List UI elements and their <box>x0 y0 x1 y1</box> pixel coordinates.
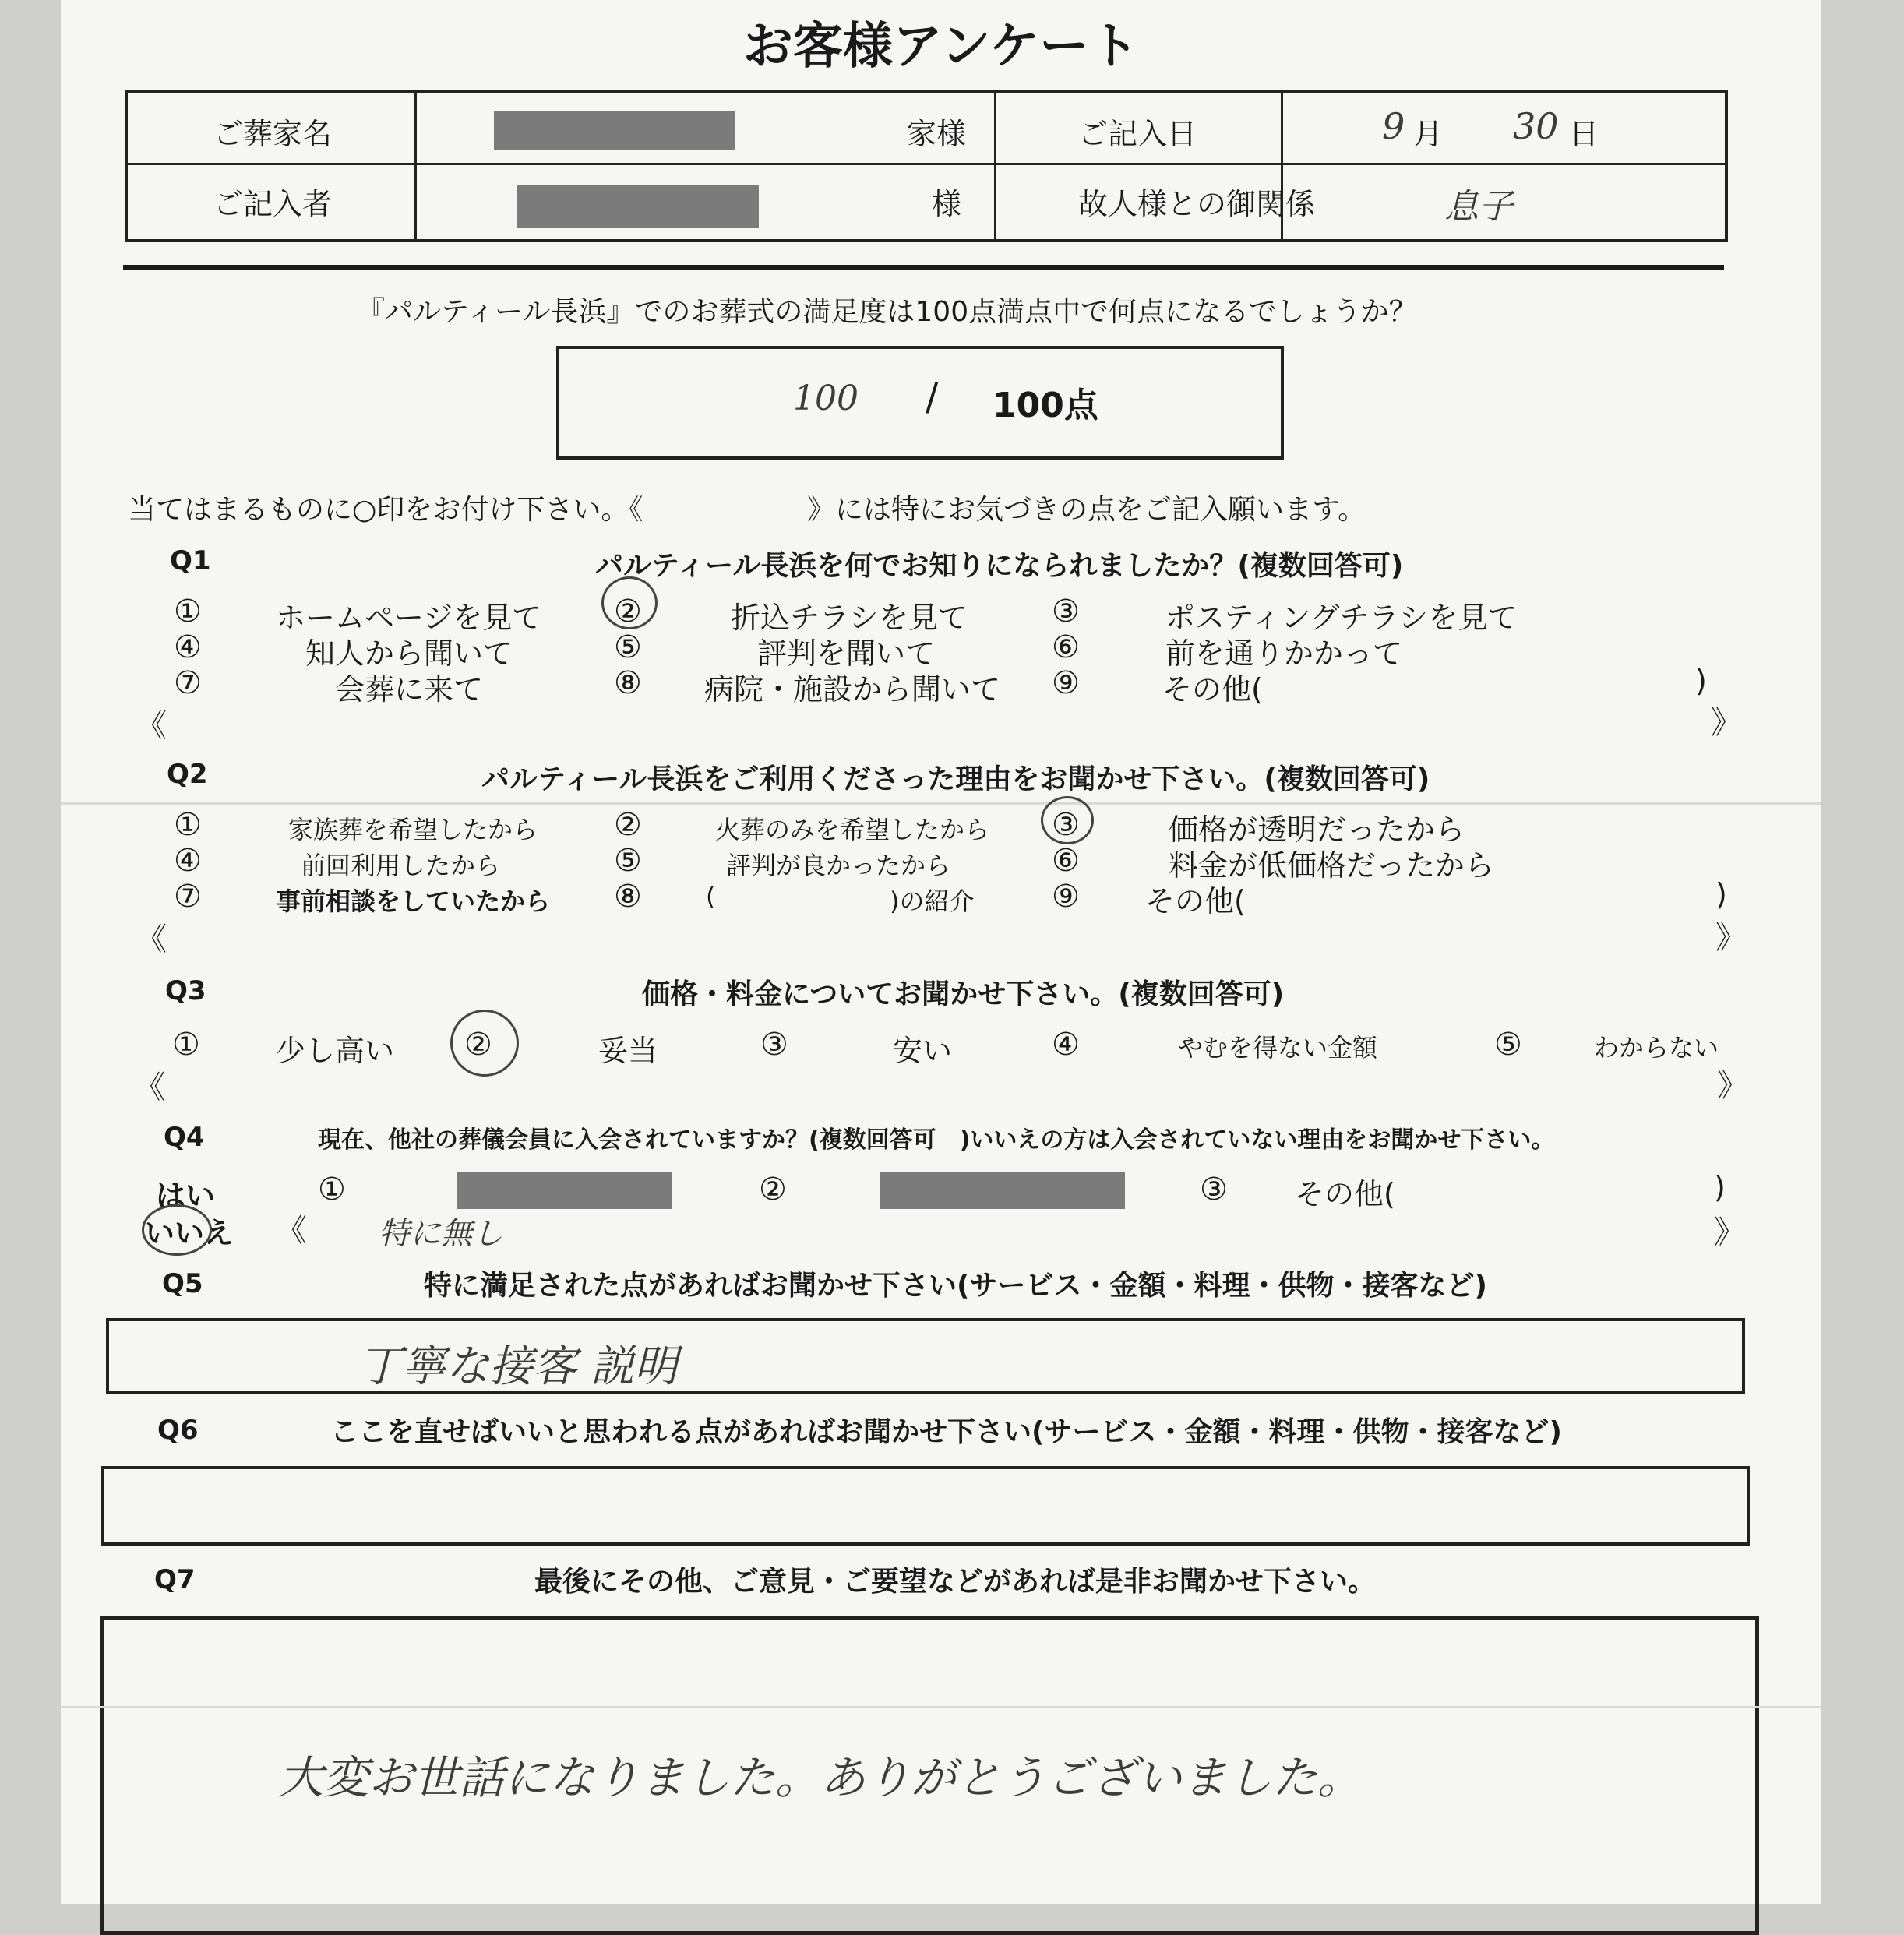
q4-yes: はい <box>156 1179 216 1213</box>
q7-question: 最後にその他、ご意見・ご要望などがあれば是非お聞かせ下さい。 <box>534 1566 1377 1598</box>
q4-bracket-close: 》 <box>1714 1214 1745 1250</box>
q3-option-number: ③ <box>760 1027 788 1063</box>
writer-suffix: 様 <box>932 187 962 221</box>
answer-circle <box>142 1204 212 1256</box>
q1-question: パルティール長浜を何でお知りになられましたか？(複数回答可) <box>595 550 1404 582</box>
q7-label: Q7 <box>154 1564 196 1595</box>
family-name-label: ご葬家名 <box>213 117 333 151</box>
redacted-family-name <box>494 111 735 150</box>
writer-label: ご記入者 <box>213 187 333 221</box>
score-max: 100点 <box>993 386 1098 425</box>
q1-option-text: 病院・施設から聞いて <box>704 672 1001 707</box>
q2-option-number: ③ <box>1052 807 1080 843</box>
q2-option-number: ⑧ <box>614 879 642 915</box>
q2-bracket-open: 《 <box>136 922 167 957</box>
q3-label: Q3 <box>165 975 206 1006</box>
q1-option-text: ホームページを見て <box>276 601 542 635</box>
q1-option-number: ④ <box>174 629 202 665</box>
q4-option-number: ③ <box>1200 1172 1228 1207</box>
survey-sheet <box>61 0 1821 1904</box>
q2-option-number: ② <box>614 807 642 843</box>
q5-answer-box <box>106 1318 1745 1394</box>
q4-label: Q4 <box>164 1122 205 1153</box>
date-day: 30 <box>1513 105 1559 147</box>
q3-question: 価格・料金についてお聞かせ下さい。(複数回答可) <box>642 978 1285 1010</box>
page-title: お客様アンケート <box>742 18 1140 76</box>
q2-option-text: 事前相談をしていたから <box>276 886 551 916</box>
q3-option-text: わからない <box>1594 1033 1719 1063</box>
q1-option-number: ⑤ <box>614 629 642 665</box>
table-divider <box>128 163 1725 165</box>
q2-referral-suffix: )の紹介 <box>890 886 975 916</box>
month-unit: 月 <box>1413 117 1444 151</box>
q1-option-number: ① <box>174 594 202 629</box>
q7-answer-box <box>100 1616 1759 1935</box>
answer-circle <box>601 576 658 629</box>
q1-label: Q1 <box>170 545 211 576</box>
q1-option-number: ⑦ <box>174 665 202 701</box>
q3-bracket-open: 《 <box>134 1070 165 1105</box>
q3-option-number: ④ <box>1052 1027 1080 1063</box>
q4-option-number: ① <box>318 1172 346 1207</box>
q6-label: Q6 <box>157 1415 199 1446</box>
redacted-company-2 <box>880 1172 1125 1209</box>
q6-question: ここを直せばいいと思われる点があればお聞かせ下さい(サービス・金額・料理・供物・接客など) <box>330 1416 1562 1448</box>
q2-option-number: ④ <box>174 843 202 879</box>
header-table <box>125 90 1728 242</box>
q2-option-text: 火葬のみを希望したから <box>715 815 990 844</box>
q1-bracket-open: 《 <box>136 708 167 744</box>
q1-option-text: ポスティングチラシを見て <box>1165 601 1518 635</box>
q1-option-number: ② <box>614 594 642 629</box>
q2-option-number: ⑨ <box>1052 879 1080 915</box>
q2-option-number: ⑦ <box>174 879 202 915</box>
relation-value: 息子 <box>1444 187 1513 227</box>
q1-close-paren: ) <box>1695 664 1707 698</box>
q1-option-number: ⑧ <box>614 665 642 701</box>
q4-bracket-open: 《 <box>276 1213 307 1249</box>
q3-option-text: 安い <box>893 1034 953 1068</box>
q2-close-paren: ) <box>1715 877 1727 911</box>
q1-option-text: 評判を聞いて <box>757 636 936 671</box>
q2-option-text: 前回利用したから <box>301 851 501 880</box>
q3-option-text: 妥当 <box>598 1034 658 1068</box>
q3-bracket-close: 》 <box>1717 1068 1748 1104</box>
table-divider <box>414 93 417 239</box>
q3-option-number: ⑤ <box>1494 1027 1522 1063</box>
q2-option-number: ① <box>174 807 202 843</box>
q1-option-text: 会葬に来て <box>335 672 484 707</box>
paper-fold <box>61 1706 1821 1708</box>
q2-option-text: 家族葬を希望したから <box>288 815 538 844</box>
instruction-part1: 当てはまるものに○印をお付け下さい。《 <box>128 494 643 526</box>
q1-option-text: 前を通りかかって <box>1165 636 1403 671</box>
q4-other: その他( <box>1295 1177 1395 1211</box>
q5-answer: 丁寧な接客 説明 <box>358 1341 678 1392</box>
paper-fold <box>61 802 1821 805</box>
redacted-company-1 <box>457 1172 672 1209</box>
q2-option-text: 料金が低価格だったから <box>1169 848 1495 883</box>
q5-question: 特に満足された点があればお聞かせ下さい(サービス・金額・料理・供物・接客など) <box>424 1270 1487 1302</box>
q3-option-text: やむを得ない金額 <box>1178 1033 1378 1063</box>
q2-referral-open: ( <box>706 882 716 911</box>
table-divider <box>994 93 996 239</box>
q2-option-text: 評判が良かったから <box>726 851 951 880</box>
q2-option-number: ⑥ <box>1052 843 1080 879</box>
relation-label: 故人様との御関係 <box>1078 187 1316 221</box>
date-month: 9 <box>1382 105 1405 147</box>
q6-answer-box <box>101 1466 1750 1546</box>
satisfaction-question: 『パルティール長浜』でのお葬式の満足度は100点満点中で何点になるでしょうか？ <box>357 296 1417 328</box>
score-slash: / <box>926 375 939 419</box>
q3-option-number: ② <box>464 1027 492 1063</box>
q2-option-text: 価格が透明だったから <box>1169 812 1465 847</box>
instruction-part2: 》には特にお気づきの点をご記入願います。 <box>807 494 1366 526</box>
day-unit: 日 <box>1569 117 1599 151</box>
date-label: ご記入日 <box>1078 117 1197 151</box>
q1-option-text: 折込チラシを見て <box>731 601 968 635</box>
q1-option-number: ⑥ <box>1052 629 1080 665</box>
answer-circle <box>450 1010 519 1077</box>
q1-option-text: その他( <box>1162 672 1263 707</box>
q1-option-number: ⑨ <box>1052 665 1080 701</box>
q1-bracket-close: 》 <box>1711 705 1742 741</box>
q3-option-text: 少し高い <box>276 1034 395 1068</box>
q3-option-number: ① <box>172 1027 200 1063</box>
q4-question: 現在、他社の葬儀会員に入会されていますか？(複数回答可 )いいえの方は入会されていない理由をお聞かせ下さい。 <box>318 1126 1555 1154</box>
q2-option-text: その他( <box>1145 884 1246 918</box>
q4-close-paren: ) <box>1714 1170 1726 1204</box>
redacted-writer-name <box>517 185 759 228</box>
answer-circle <box>1041 796 1094 844</box>
q5-label: Q5 <box>162 1268 203 1299</box>
score-value: 100 <box>793 379 859 418</box>
q2-label: Q2 <box>167 759 208 790</box>
q4-option-number: ② <box>759 1172 787 1207</box>
q4-no: いいえ <box>145 1216 234 1250</box>
q2-question: パルティール長浜をご利用くださった理由をお聞かせ下さい。(複数回答可) <box>481 763 1430 795</box>
section-rule <box>123 265 1724 270</box>
q4-answer: 特に無し <box>379 1216 503 1252</box>
score-box <box>556 346 1284 460</box>
q2-bracket-close: 》 <box>1715 920 1747 956</box>
q7-answer: 大変お世話になりました。ありがとうございました。 <box>278 1751 1363 1804</box>
q1-option-text: 知人から聞いて <box>305 636 513 671</box>
q2-option-number: ⑤ <box>614 843 642 879</box>
q1-option-number: ③ <box>1052 594 1080 629</box>
family-suffix: 家様 <box>907 117 967 151</box>
